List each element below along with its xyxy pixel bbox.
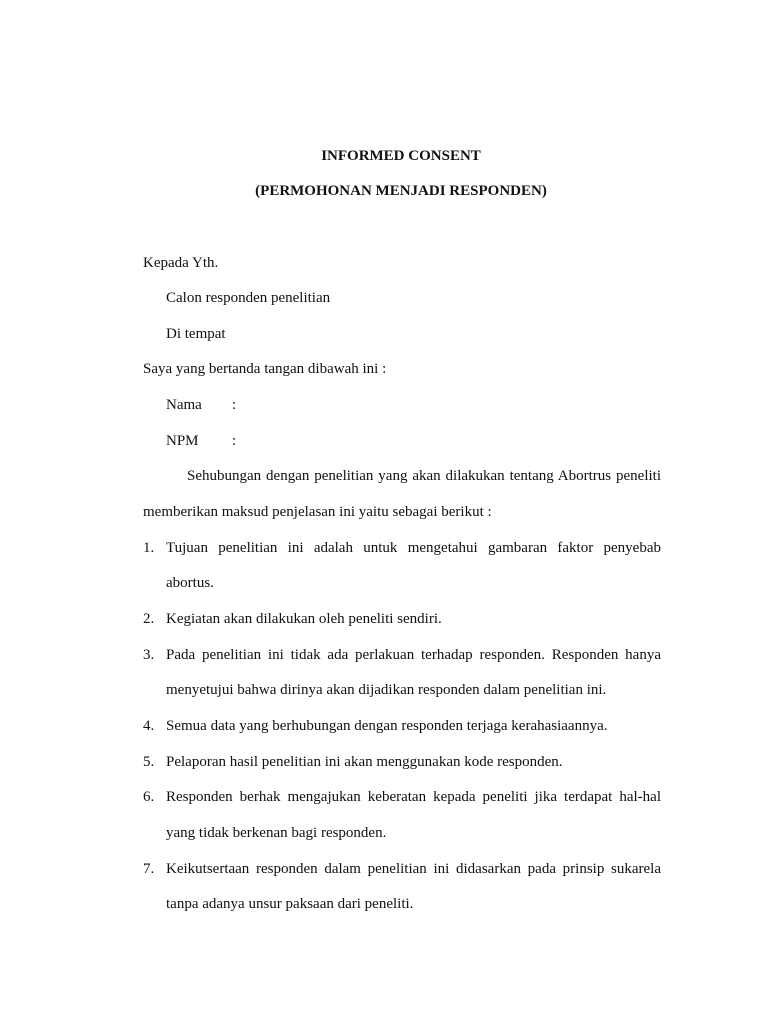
list-item-text-cont: menyetujui bahwa dirinya akan dijadikan responden dalam penelitian ini.: [166, 682, 607, 698]
list-item-number: 2.: [143, 611, 155, 627]
document-title: INFORMED CONSENT: [321, 148, 481, 164]
list-item-text: Responden berhak mengajukan keberatan kepada peneliti jika terdapat hal-hal: [166, 789, 661, 805]
list-item-text-cont: tanpa adanya unsur paksaan dari peneliti.: [166, 896, 414, 912]
intro-text: Saya yang bertanda tangan dibawah ini :: [143, 361, 387, 377]
list-item-number: 4.: [143, 718, 155, 734]
document-subtitle: (PERMOHONAN MENJADI RESPONDEN): [255, 183, 547, 199]
list-item-text: Kegiatan akan dilakukan oleh peneliti sendiri.: [166, 611, 442, 627]
list-item-number: 3.: [143, 647, 155, 663]
paragraph-line-1: Sehubungan dengan penelitian yang akan dilakukan tentang Abortrus peneliti: [187, 468, 661, 484]
list-item-number: 1.: [143, 540, 155, 556]
field-label-npm: NPM: [166, 433, 199, 449]
address-place: Di tempat: [166, 326, 226, 342]
list-item-text-cont: yang tidak berkenan bagi responden.: [166, 825, 387, 841]
field-colon-npm: :: [232, 433, 237, 449]
address-to: Kepada Yth.: [143, 255, 219, 271]
field-label-nama: Nama: [166, 397, 202, 413]
field-colon-nama: :: [232, 397, 237, 413]
list-item-number: 7.: [143, 861, 155, 877]
list-item-text-cont: abortus.: [166, 575, 214, 591]
paragraph-line-2: memberikan maksud penjelasan ini yaitu sebagai berikut :: [143, 504, 492, 520]
list-item-text: Tujuan penelitian ini adalah untuk mengetahui gambaran faktor penyebab: [166, 540, 661, 556]
list-item-text: Pada penelitian ini tidak ada perlakuan terhadap responden. Responden hanya: [166, 647, 661, 663]
address-recipient: Calon responden penelitian: [166, 290, 331, 306]
list-item-text: Pelaporan hasil penelitian ini akan menggunakan kode responden.: [166, 754, 563, 770]
list-item-text: Keikutsertaan responden dalam penelitian ini didasarkan pada prinsip sukarela: [166, 861, 661, 877]
list-item-number: 5.: [143, 754, 155, 770]
list-item-number: 6.: [143, 789, 155, 805]
list-item-text: Semua data yang berhubungan dengan responden terjaga kerahasiaannya.: [166, 718, 608, 734]
